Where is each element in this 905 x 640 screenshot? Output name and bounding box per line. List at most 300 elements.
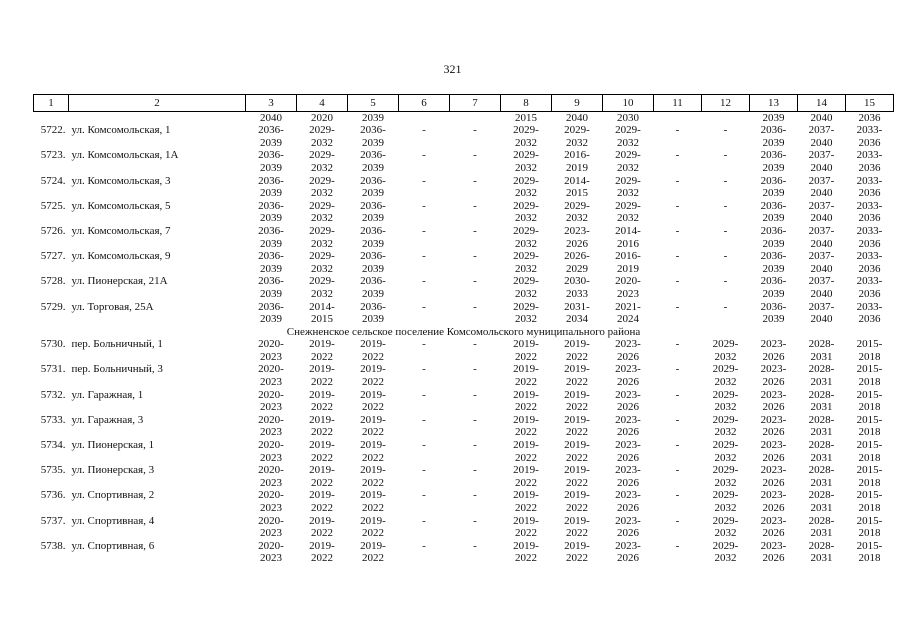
row-number: 5727. xyxy=(40,250,66,263)
year-cell: - xyxy=(422,275,426,288)
year-cell: 2029- 2032 xyxy=(712,439,739,464)
address-cell: ул. Комсомольская, 9 xyxy=(71,250,171,263)
table-row xyxy=(34,149,894,174)
address-cell: ул. Гаражная, 3 xyxy=(71,413,144,426)
year-cell: 2023- 2026 xyxy=(615,413,641,439)
table-row xyxy=(34,540,894,565)
year-cell: 2028- 2031 xyxy=(808,338,835,363)
year-cell: 2020- 2023 xyxy=(258,439,284,464)
year-cell: 2019- 2022 xyxy=(564,413,590,439)
year-cell: 2036- 2039 xyxy=(258,174,284,200)
year-cell: - xyxy=(473,124,477,137)
table-row xyxy=(34,275,894,300)
year-cell: 2019- 2022 xyxy=(564,388,590,414)
year-cell: - xyxy=(422,539,426,552)
page-number: 321 xyxy=(443,62,462,76)
year-cell: - xyxy=(675,250,680,263)
year-cell: - xyxy=(675,514,680,527)
year-cell: 2023- 2026 xyxy=(615,363,641,389)
table-row xyxy=(34,414,894,439)
year-cell: - xyxy=(675,124,680,137)
year-cell: 2036- 2039 xyxy=(360,275,386,300)
address-cell: пер. Больничный, 1 xyxy=(71,338,163,351)
year-cell: - xyxy=(422,489,426,502)
year-cell: 2033- 2036 xyxy=(856,174,883,200)
table-row xyxy=(34,175,894,200)
year-cell: 2023- 2026 xyxy=(760,413,787,439)
year-cell: 2040 xyxy=(566,111,588,124)
year-cell: 2021- 2024 xyxy=(615,300,641,326)
year-cell: 2019- 2022 xyxy=(360,363,386,389)
year-cell: 2023- 2026 xyxy=(615,464,641,489)
table-row xyxy=(34,200,894,225)
table-row xyxy=(34,250,894,275)
year-cell: 2037- 2040 xyxy=(808,300,835,326)
address-cell: ул. Гаражная, 1 xyxy=(71,388,144,401)
year-cell: 2023- 2026 xyxy=(564,224,590,250)
year-cell: 2019- 2022 xyxy=(360,489,386,514)
year-cell: - xyxy=(422,300,426,313)
address-cell xyxy=(69,111,246,124)
year-cell: 2036- 2039 xyxy=(258,275,284,300)
year-cell: 2015- 2018 xyxy=(856,338,883,363)
year-cell: 2036- 2039 xyxy=(258,250,284,275)
year-cell: 2020- 2023 xyxy=(258,388,284,414)
year-cell: - xyxy=(473,539,477,552)
year-cell: - xyxy=(422,464,426,477)
year-cell: 2029- 2032 xyxy=(712,539,739,565)
year-cell: 2023- 2026 xyxy=(760,338,787,363)
year-cell: 2019- 2022 xyxy=(513,363,539,389)
year-cell: 2023- 2026 xyxy=(760,539,787,565)
year-cell: 2029- 2032 xyxy=(513,224,539,250)
year-cell: - xyxy=(723,250,728,263)
column-header: 9 xyxy=(552,95,603,112)
row-number: 5731. xyxy=(40,363,66,376)
year-cell: 2029- 2032 xyxy=(309,149,335,174)
year-cell: 2029- 2032 xyxy=(309,199,335,225)
row-number: 5722. xyxy=(40,124,66,137)
row-number: 5725. xyxy=(40,199,66,212)
year-cell: 2019- 2022 xyxy=(513,388,539,414)
year-cell: 2029- 2032 xyxy=(712,338,739,363)
year-cell: 2028- 2031 xyxy=(808,514,835,540)
year-cell: 2040 xyxy=(260,111,282,124)
year-cell: 2036- 2039 xyxy=(360,224,386,250)
year-cell: 2029- 2032 xyxy=(309,250,335,275)
row-number: 5728. xyxy=(40,275,66,288)
year-cell: 2036- 2039 xyxy=(360,124,386,149)
row-number: 5726. xyxy=(40,224,66,237)
year-cell: - xyxy=(422,149,426,162)
year-cell: 2015- 2018 xyxy=(856,539,883,565)
year-cell: 2019- 2022 xyxy=(360,388,386,414)
year-cell: - xyxy=(723,275,728,288)
year-cell: 2019- 2022 xyxy=(309,489,335,514)
year-cell: 2039 xyxy=(362,111,384,124)
address-cell: ул. Комсомольская, 1 xyxy=(71,124,171,137)
year-cell: 2029- 2032 xyxy=(564,124,590,149)
year-cell: 2037- 2040 xyxy=(808,174,835,200)
year-cell: 2014- 2015 xyxy=(564,174,590,200)
year-cell: 2029- 2032 xyxy=(309,275,335,300)
year-cell: 2036 xyxy=(858,111,881,124)
year-cell: 2028- 2031 xyxy=(808,464,835,489)
year-cell: 2036- 2039 xyxy=(360,250,386,275)
year-cell: 2019- 2022 xyxy=(513,539,539,565)
year-cell: 2019- 2022 xyxy=(564,489,590,514)
row-number: 5732. xyxy=(40,388,66,401)
year-cell: - xyxy=(723,174,728,187)
year-cell: - xyxy=(473,300,477,313)
table-row xyxy=(34,363,894,388)
year-cell: - xyxy=(422,250,426,263)
address-cell: ул. Спортивная, 6 xyxy=(71,539,155,552)
row-number: 5736. xyxy=(40,489,66,502)
address-cell: ул. Торговая, 25А xyxy=(71,300,154,313)
year-cell: 2029- 2032 xyxy=(615,149,641,174)
year-cell: 2023- 2026 xyxy=(615,388,641,414)
year-cell: 2019- 2022 xyxy=(564,514,590,540)
address-cell: ул. Комсомольская, 7 xyxy=(71,224,171,237)
year-cell: 2019- 2022 xyxy=(564,464,590,489)
year-cell: 2019- 2022 xyxy=(309,413,335,439)
row-number: 5737. xyxy=(40,514,66,527)
year-cell: 2023- 2026 xyxy=(760,464,787,489)
year-cell: - xyxy=(473,514,477,527)
year-cell: 2020 xyxy=(311,111,333,124)
year-cell: 2023- 2026 xyxy=(760,388,787,414)
year-cell: 2029- 2032 xyxy=(712,514,739,540)
year-cell: - xyxy=(473,174,477,187)
year-cell: 2029- 2032 xyxy=(513,174,539,200)
year-cell: 2040 xyxy=(810,111,833,124)
year-cell: - xyxy=(473,149,477,162)
table-row xyxy=(34,464,894,489)
address-cell: ул. Комсомольская, 1А xyxy=(71,149,179,162)
year-cell: 2037- 2040 xyxy=(808,250,835,275)
year-cell: 2015- 2018 xyxy=(856,388,883,414)
year-cell: 2023- 2026 xyxy=(615,514,641,540)
year-cell: - xyxy=(675,489,680,502)
year-cell: 2036- 2039 xyxy=(760,224,787,250)
year-cell: - xyxy=(675,338,680,351)
year-cell: - xyxy=(675,539,680,552)
year-cell: 2023- 2026 xyxy=(615,539,641,565)
address-cell: ул. Спортивная, 4 xyxy=(71,514,155,527)
year-cell: 2036- 2039 xyxy=(360,300,386,326)
year-cell: 2029- 2032 xyxy=(712,388,739,414)
year-cell: 2028- 2031 xyxy=(808,539,835,565)
year-cell: - xyxy=(675,464,680,477)
row-number: 5738. xyxy=(40,539,66,552)
year-cell: 2015- 2018 xyxy=(856,413,883,439)
year-cell: 2037- 2040 xyxy=(808,199,835,225)
year-cell: - xyxy=(723,199,728,212)
column-header: 5 xyxy=(348,95,399,112)
year-cell: 2019- 2022 xyxy=(309,464,335,489)
year-cell: - xyxy=(723,224,728,237)
year-cell xyxy=(702,111,750,124)
year-cell: 2029- 2032 xyxy=(513,124,539,149)
year-cell: 2036- 2039 xyxy=(258,149,284,174)
year-cell: - xyxy=(473,464,477,477)
year-cell: - xyxy=(422,224,426,237)
table-row xyxy=(34,489,894,514)
row-number: 5735. xyxy=(40,464,66,477)
year-cell: 2023- 2026 xyxy=(760,363,787,389)
year-cell: 2029- 2032 xyxy=(615,174,641,200)
column-header: 4 xyxy=(297,95,348,112)
year-cell: 2029- 2032 xyxy=(712,489,739,514)
address-cell: ул. Пионерская, 21А xyxy=(71,275,168,288)
section-title: Снежненское сельское поселение Комсомольского муниципального района xyxy=(286,325,641,338)
year-cell: - xyxy=(422,124,426,137)
year-cell: 2016- 2019 xyxy=(564,149,590,174)
year-cell: 2036- 2039 xyxy=(760,174,787,200)
year-cell: - xyxy=(723,149,728,162)
year-cell: - xyxy=(675,413,680,426)
year-cell: - xyxy=(473,388,477,401)
table-body xyxy=(34,111,894,565)
year-cell: - xyxy=(473,224,477,237)
year-cell: 2023- 2026 xyxy=(760,514,787,540)
address-cell: ул. Пионерская, 3 xyxy=(71,464,155,477)
year-cell: - xyxy=(675,224,680,237)
year-cell: - xyxy=(675,149,680,162)
column-header: 3 xyxy=(246,95,297,112)
year-cell: 2023- 2026 xyxy=(615,338,641,363)
year-cell: 2019- 2022 xyxy=(513,464,539,489)
year-cell: 2028- 2031 xyxy=(808,388,835,414)
year-cell: 2029- 2032 xyxy=(513,275,539,300)
year-cell: 2033- 2036 xyxy=(856,124,883,149)
year-cell xyxy=(399,111,450,124)
year-cell: 2029- 2032 xyxy=(513,300,539,326)
column-header: 13 xyxy=(750,95,798,112)
year-cell: - xyxy=(723,124,728,137)
year-cell: 2029- 2032 xyxy=(309,124,335,149)
year-cell: - xyxy=(473,338,477,351)
address-cell: ул. Спортивная, 2 xyxy=(71,489,155,502)
year-cell: 2033- 2036 xyxy=(856,250,883,275)
year-cell: 2037- 2040 xyxy=(808,224,835,250)
year-cell: 2030 xyxy=(617,111,639,124)
year-cell: 2028- 2031 xyxy=(808,439,835,464)
year-cell: 2036- 2039 xyxy=(760,124,787,149)
year-cell: 2020- 2023 xyxy=(258,363,284,389)
section-row xyxy=(34,326,894,339)
year-cell: - xyxy=(473,439,477,452)
year-cell: 2029- 2032 xyxy=(513,199,539,225)
year-cell: 2019- 2022 xyxy=(564,363,590,389)
column-header: 1 xyxy=(34,95,69,112)
table-row xyxy=(34,225,894,250)
year-cell: 2023- 2026 xyxy=(615,439,641,464)
year-cell: 2019- 2022 xyxy=(513,489,539,514)
year-cell: 2029- 2032 xyxy=(615,124,641,149)
continuation-row xyxy=(34,111,894,124)
year-cell: 2036- 2039 xyxy=(360,199,386,225)
year-cell: 2020- 2023 xyxy=(258,489,284,514)
year-cell: 2019- 2022 xyxy=(564,539,590,565)
year-cell: 2036- 2039 xyxy=(258,300,284,326)
address-cell: ул. Комсомольская, 3 xyxy=(71,174,171,187)
column-header: 12 xyxy=(702,95,750,112)
year-cell xyxy=(450,111,501,124)
year-cell: 2029- 2032 xyxy=(712,363,739,389)
year-cell: 2036- 2039 xyxy=(760,300,787,326)
header-row xyxy=(34,95,894,112)
year-cell: 2019- 2022 xyxy=(513,413,539,439)
year-cell: - xyxy=(675,439,680,452)
year-cell: 2036- 2039 xyxy=(258,224,284,250)
column-header: 15 xyxy=(846,95,894,112)
table-header xyxy=(34,95,894,112)
year-cell: 2019- 2022 xyxy=(360,514,386,540)
table-row xyxy=(34,338,894,363)
year-cell: 2036- 2039 xyxy=(760,250,787,275)
year-cell: 2019- 2022 xyxy=(513,514,539,540)
table-row xyxy=(34,439,894,464)
row-number: 5730. xyxy=(40,338,66,351)
column-header: 7 xyxy=(450,95,501,112)
year-cell: 2019- 2022 xyxy=(564,338,590,363)
year-cell: 2019- 2022 xyxy=(360,464,386,489)
table-row xyxy=(34,515,894,540)
year-cell: 2020- 2023 xyxy=(258,338,284,363)
year-cell: 2019- 2022 xyxy=(513,338,539,363)
year-cell: 2036- 2039 xyxy=(760,149,787,174)
year-cell: 2029- 2032 xyxy=(309,174,335,200)
year-cell: 2033- 2036 xyxy=(856,300,883,326)
repair-schedule-table xyxy=(33,94,894,565)
year-cell: 2036- 2039 xyxy=(258,199,284,225)
year-cell: 2033- 2036 xyxy=(856,149,883,174)
year-cell: - xyxy=(675,363,680,376)
year-cell: 2030- 2033 xyxy=(564,275,590,300)
year-cell: 2036- 2039 xyxy=(760,275,787,300)
year-cell: 2028- 2031 xyxy=(808,413,835,439)
row-number: 5724. xyxy=(40,174,66,187)
year-cell xyxy=(654,111,702,124)
address-cell: пер. Больничный, 3 xyxy=(71,363,163,376)
year-cell: 2019- 2022 xyxy=(360,413,386,439)
year-cell: 2019- 2022 xyxy=(309,439,335,464)
year-cell: 2019- 2022 xyxy=(309,514,335,540)
row-number xyxy=(34,111,69,124)
year-cell: 2015- 2018 xyxy=(856,464,883,489)
year-cell: - xyxy=(675,275,680,288)
year-cell: - xyxy=(422,363,426,376)
year-cell: - xyxy=(473,275,477,288)
column-header: 14 xyxy=(798,95,846,112)
year-cell: 2036- 2039 xyxy=(258,124,284,149)
year-cell: 2020- 2023 xyxy=(258,539,284,565)
year-cell: - xyxy=(422,413,426,426)
column-header: 10 xyxy=(603,95,654,112)
address-cell: ул. Комсомольская, 5 xyxy=(71,199,171,212)
year-cell: 2015- 2018 xyxy=(856,489,883,514)
year-cell: 2019- 2022 xyxy=(513,439,539,464)
year-cell: 2019- 2022 xyxy=(564,439,590,464)
year-cell: 2029- 2032 xyxy=(615,199,641,225)
year-cell: 2036- 2039 xyxy=(360,174,386,200)
year-cell: 2019- 2022 xyxy=(309,338,335,363)
year-cell: 2028- 2031 xyxy=(808,489,835,514)
row-number: 5734. xyxy=(40,439,66,452)
row-number: 5729. xyxy=(40,300,66,313)
year-cell: 2020- 2023 xyxy=(258,514,284,540)
year-cell: 2015 xyxy=(515,111,537,124)
year-cell: - xyxy=(675,300,680,313)
year-cell: 2026- 2029 xyxy=(564,250,590,275)
year-cell: - xyxy=(422,338,426,351)
year-cell: - xyxy=(675,388,680,401)
year-cell: 2015- 2018 xyxy=(856,439,883,464)
table-row xyxy=(34,301,894,326)
year-cell: 2029- 2032 xyxy=(513,149,539,174)
year-cell: 2029- 2032 xyxy=(513,250,539,275)
year-cell: 2029- 2032 xyxy=(564,199,590,225)
year-cell: 2033- 2036 xyxy=(856,224,883,250)
year-cell: - xyxy=(473,363,477,376)
column-header: 6 xyxy=(399,95,450,112)
year-cell: - xyxy=(473,199,477,212)
year-cell: 2036- 2039 xyxy=(360,149,386,174)
year-cell: - xyxy=(675,199,680,212)
column-header: 11 xyxy=(654,95,702,112)
year-cell: 2031- 2034 xyxy=(564,300,590,326)
year-cell: - xyxy=(422,439,426,452)
table-row xyxy=(34,124,894,149)
year-cell: 2036- 2039 xyxy=(760,199,787,225)
year-cell: 2019- 2022 xyxy=(360,338,386,363)
year-cell: 2019- 2022 xyxy=(309,539,335,565)
row-number: 5733. xyxy=(40,413,66,426)
year-cell: - xyxy=(422,514,426,527)
row-number: 5723. xyxy=(40,149,66,162)
year-cell: - xyxy=(422,199,426,212)
year-cell: - xyxy=(675,174,680,187)
address-cell: ул. Пионерская, 1 xyxy=(71,439,155,452)
year-cell: - xyxy=(422,388,426,401)
year-cell: 2019- 2022 xyxy=(309,388,335,414)
year-cell: 2016- 2019 xyxy=(615,250,641,275)
year-cell: - xyxy=(723,300,728,313)
year-cell: 2037- 2040 xyxy=(808,275,835,300)
year-cell: 2020- 2023 xyxy=(615,275,641,300)
year-cell: 2019- 2022 xyxy=(309,363,335,389)
year-cell: 2028- 2031 xyxy=(808,363,835,389)
year-cell: 2029- 2032 xyxy=(712,413,739,439)
year-cell: 2014- 2015 xyxy=(309,300,335,326)
year-cell: - xyxy=(422,174,426,187)
table-row xyxy=(34,389,894,414)
year-cell: 2019- 2022 xyxy=(360,439,386,464)
year-cell: 2020- 2023 xyxy=(258,464,284,489)
year-cell: 2033- 2036 xyxy=(856,275,883,300)
year-cell: 2020- 2023 xyxy=(258,413,284,439)
column-header: 8 xyxy=(501,95,552,112)
year-cell: 2033- 2036 xyxy=(856,199,883,225)
year-cell: 2037- 2040 xyxy=(808,149,835,174)
year-cell: 2037- 2040 xyxy=(808,124,835,149)
year-cell: 2023- 2026 xyxy=(760,439,787,464)
column-header: 2 xyxy=(69,95,246,112)
year-cell: 2015- 2018 xyxy=(856,514,883,540)
year-cell: 2029- 2032 xyxy=(712,464,739,489)
